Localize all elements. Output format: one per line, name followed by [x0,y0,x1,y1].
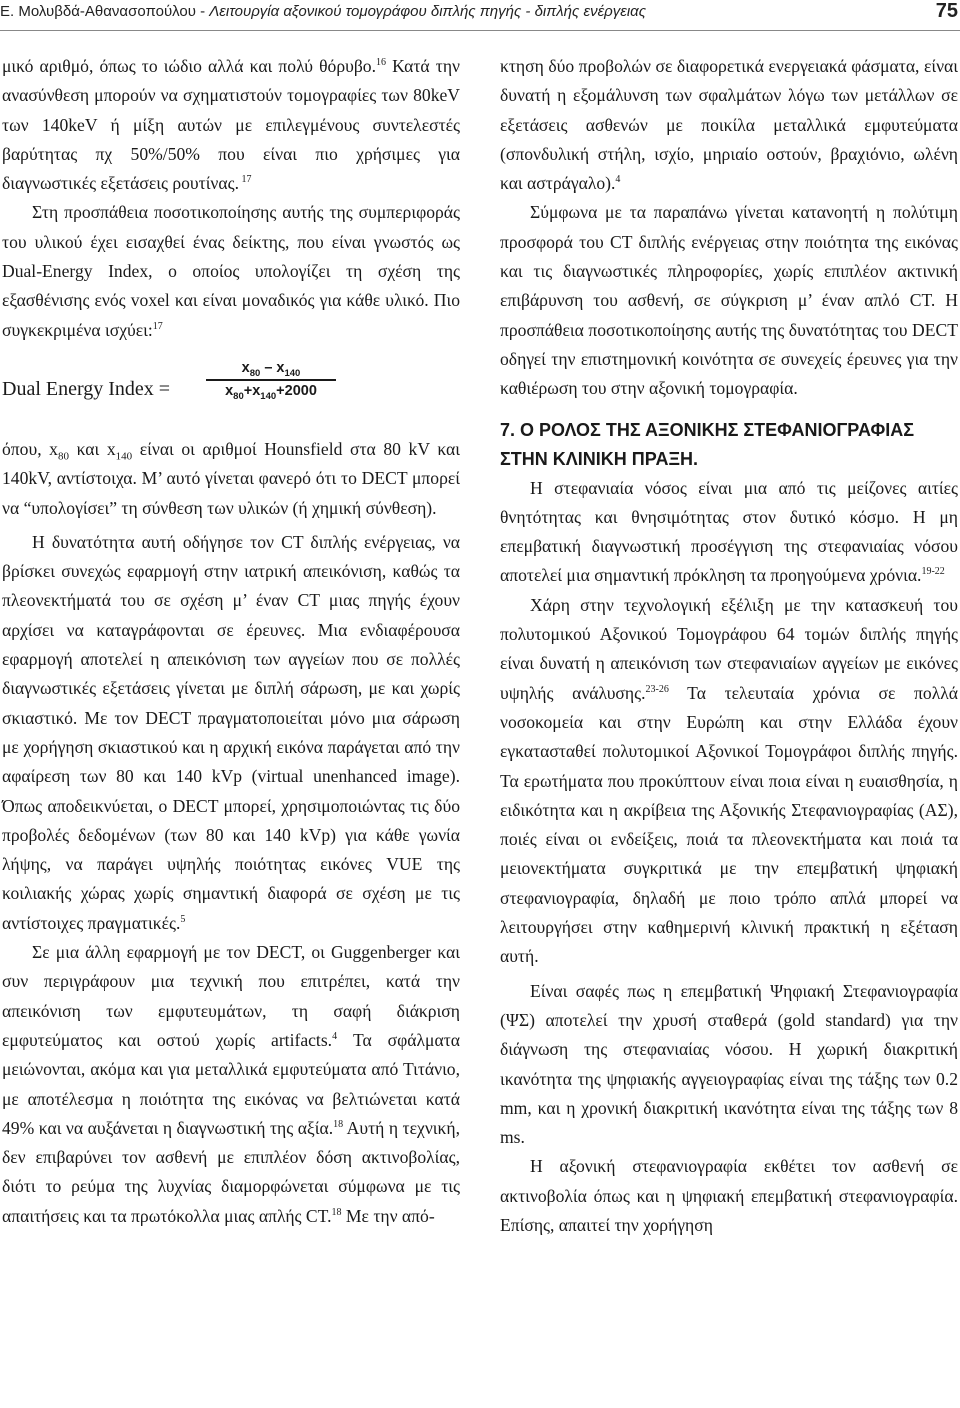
right-paragraph-2: Σύμφωνα με τα παραπάνω γίνεται κατανοητή η πολύτιμη προσφορά του CT διπλής ενέργειας στην ποιότητα της εικόνας και τις διαγνωστικές πληροφορίες, χωρίς επιπλέον ακτινική επιβάρυνση του ασθενή, σε σύγκριση μ’ έναν απλό CT. Η προσπάθεια ποσοτικοποίησης αυτής της δυνατότητας του DECT οδηγεί την επιστημονική κοινότητα σε συνεχείς έρευνες για την καθιέρωση του στην αξονική τομογραφία. [500,202,958,399]
formula-subscript: 80 [233,390,244,402]
formula-denominator [206,382,336,401]
citation: 5 [180,913,186,925]
formula-term: x [241,359,250,376]
left-paragraph-4 [2,528,460,938]
formula-numerator [206,359,336,378]
citation: 19-22 [921,566,945,578]
text-run: είναι οι αριθμοί Hounsfield στα 80 kV και 140kV, αντίστοιχα. Μ’ αυτό γίνεται φανερό ότι το DECT μπορεί να “υπολογίσει” τη σύνθεση των υλικών (ή χημική σύνθεση). [2,438,460,518]
text-run: και x [68,438,116,459]
formula-term: +2000 [276,382,317,399]
header-author-names: Ε. Μολυβδά-Αθανασοπούλου - [0,3,210,20]
subscript: 140 [115,450,133,463]
header-authors [0,3,646,20]
text-run: Αυτή η τεχνική, δεν επιβαρύνει τον ασθενή με επιπλέον δόση ακτινοβολίας, διότι το ρεύμα της λυχνίας διαμορφώνεται σύμφωνα με τις απαιτήσεις και τα πρωτόκολλα μιας απλής CT. [2,1117,460,1226]
citation: 16 [375,57,386,69]
fraction-bar [206,379,336,381]
text-run: Με την από- [341,1205,435,1226]
formula-subscript: 140 [260,390,277,402]
formula-fraction [206,359,336,401]
formula-term: +x [243,382,261,399]
citation: 17 [152,320,163,332]
text-run: Η στεφανιαία νόσος είναι μια από τις μείζονες αιτίες θνητότητας και θνησιμότητας στον δυτικό κόσμο. Η μη επεμβατική διαγνωστική προσέγγιση της στεφανιαίας νόσου αποτελεί μια σημαντική πρόκληση τα προηγούμενα χρόνια. [500,477,958,586]
left-paragraph-1 [2,52,460,198]
formula-term: – x [260,359,285,376]
citation: 17 [238,174,252,186]
left-paragraph-2 [2,198,460,344]
left-paragraph-5 [2,938,460,1231]
right-paragraph-5: Είναι σαφές πως η επεμβατική Ψηφιακή Στεφανιογραφία (ΨΣ) αποτελεί την χρυσή σταθερά (gold standard) για την διάγνωση της στεφανιαίας νόσου. Η χωρική διακριτική ικανότητα της ψηφιακής αγγειογραφίας είναι της τάξης των 0.2 mm, και η χρονική διακριτική ικανότητα είναι της τάξης των 8 ms. [500,980,958,1148]
formula-lhs: Dual Energy Index = [2,377,171,400]
page-number: 75 [935,0,958,22]
text-run: Κατά την ανασύνθεση μπορούν να σχηματιστούν τομογραφίες των 80keV των 140keV ή μίξη αυτών με επιλεγμένους συντελεστές βαρύτητας πχ 50%/50% που είναι πιο χρήσιμες για διαγνωστικές εξετάσεις ρουτίνας. [2,56,460,194]
text-run: Χάρη στην τεχνολογική εξέλιξη με την κατασκευή του πολυτομικού Αξονικού Τομογράφου 64 τομών διπλής πηγής είναι δυνατή η απεικόνιση των στεφανιαίων αγγείων με εικόνες υψηλής ανάλυσης. [500,594,958,703]
formula-term: x [225,382,234,399]
left-paragraph-3 [2,435,460,523]
text-run: Σε μια άλλη εφαρμογή με τον DECT, οι Guggenberger και συν περιγράφουν μια τεχνική που επιτρέπει, κατά την απεικόνιση των εμφυτευμάτων, τη σαφή διάκριση εμφυτεύματος και οστού χωρίς artifacts. [2,942,460,1050]
text-run: κτηση δύο προβολών σε διαφορετικά ενεργειακά φάσματα, είναι δυνατή η εξομάλυνση των σφαλμάτων λόγω των μετάλλων σε εξετάσεις ασθενών με ποικίλα μεταλλικά εμφυτεύματα (σπονδυλική στήλη, ισχίο, μηριαίο οστούν, βραχιόνιο, ωλένη και αστράγαλο). [500,56,958,194]
citation: 23-26 [645,683,669,695]
text-run: Τα τελευταία χρόνια σε πολλά νοσοκομεία και στην Ευρώπη και στην Ελλάδα έχουν εγκατασταθεί πολυτομικοί Αξονικοί Τομογράφοι διπλής πηγής. Τα ερωτήματα που προκύπτουν είναι ποια είναι η ευαισθησία, η ειδικότητα και η ακρίβεια της Αξονικής Στεφανιογραφίας (ΑΣ), ποιές είναι οι ενδείξεις, ποιά τα πλεονεκτήματα και ποιά τα μειονεκτήματα συγκριτικά με την επεμβατική ψηφιακή στεφανιογραφία, δηλαδή με ποιο τρόπο απλά μπορεί να λειτουργήσει στην καθημερινή κλινική πρακτική η εξέταση αυτή. [500,682,958,967]
text-run: Τα σφάλματα μειώνονται, ακόμα και για μεταλλικά εμφυτεύματα από Τιτάνιο, με αποτέλεσμα η ποιότητα της εικόνας να βελτιώνεται κατά 49% και να αυξάνεται η διαγνωστική της αξία. [2,1029,460,1138]
subscript: 80 [57,450,69,463]
right-column [500,52,958,1240]
formula-subscript: 140 [284,367,301,379]
right-paragraph-4 [500,591,958,972]
section-heading: 7. Ο ΡΟΛΟΣ ΤΗΣ ΑΞΟΝΙΚΗΣ ΣΤΕΦΑΝΙΟΓΡΑΦΙΑΣ ΣΤΗΝ ΚΛΙΝΙΚΗ ΠΡΑΞΗ. [500,419,915,469]
formula-subscript: 80 [249,367,261,379]
text-run: όπου, x [2,438,58,459]
text-run: μικό αριθμό, όπως το ιώδιο αλλά και πολύ θόρυβο. [2,56,376,76]
right-paragraph-3 [500,474,958,591]
text-run: Στη προσπάθεια ποσοτικοποίησης αυτής της συμπεριφοράς του υλικού έχει εισαχθεί ένας δείκτης, που είναι γνωστός ως Dual-Energy Index, ο οποίος υπολογίζει τη σχέση της εξασθένισης ενός voxel και είναι μοναδικός για κάθε υλικό. Πιο συγκεκριμένα ισχύει: [2,202,460,340]
citation: 18 [333,1118,344,1130]
right-paragraph-1 [500,52,958,198]
header-article-title: Λειτουργία αξονικού τομογράφου διπλής πηγής - διπλής ενέργειας [209,3,647,20]
citation: 4 [615,174,621,186]
right-paragraph-6: Η αξονική στεφανιογραφία εκθέτει τον ασθενή σε ακτινοβολία όπως και η ψηφιακή επεμβατική στεφανιογραφία. Επίσης, απαιτεί την χορήγηση [500,1156,958,1235]
running-header [0,0,960,31]
dual-energy-index-formula [2,353,460,435]
left-column [2,52,460,1231]
text-run: Η δυνατότητα αυτή οδήγησε τον CT διπλής ενέργειας, να βρίσκει συνεχώς εφαρμογή στην ιατρική απεικόνιση, καθώς τα πλεονεκτήματά του σε σχέση μ’ έναν CT μιας πηγής έχουν αρχίσει να καταγράφονται σε έρευνες. Μια ενδιαφέρουσα εφαρμογή αποτελεί η απεικόνιση των αγγείων που σε πολλές διαγνωστικές εξετάσεις γίνεται με διπλή σάρωση, με και χωρίς σκιαστικό. Με τον DECT πραγματοποιείται μόνο μια σάρωση με χορήγηση σκιαστικού και η αρχική εικόνα παράγεται από την αφαίρεση των 80 και 140 kVp (virtual unenhanced image). Όπως αποδεικνύεται, ο DECT μπορεί, χρησιμοποιώντας τις δύο προβολές δεδομένων (των 80 και 140 kVp) για κάθε γωνία λήψης, να παράγει υψηλής ποιότητας εικόνες VUE της κοιλιακής χώρας χωρίς σημαντική διαφορά σε σχέση με τις αντίστοιχες πραγματικές. [2,531,460,933]
citation: 18 [331,1206,342,1218]
citation: 4 [332,1031,338,1043]
